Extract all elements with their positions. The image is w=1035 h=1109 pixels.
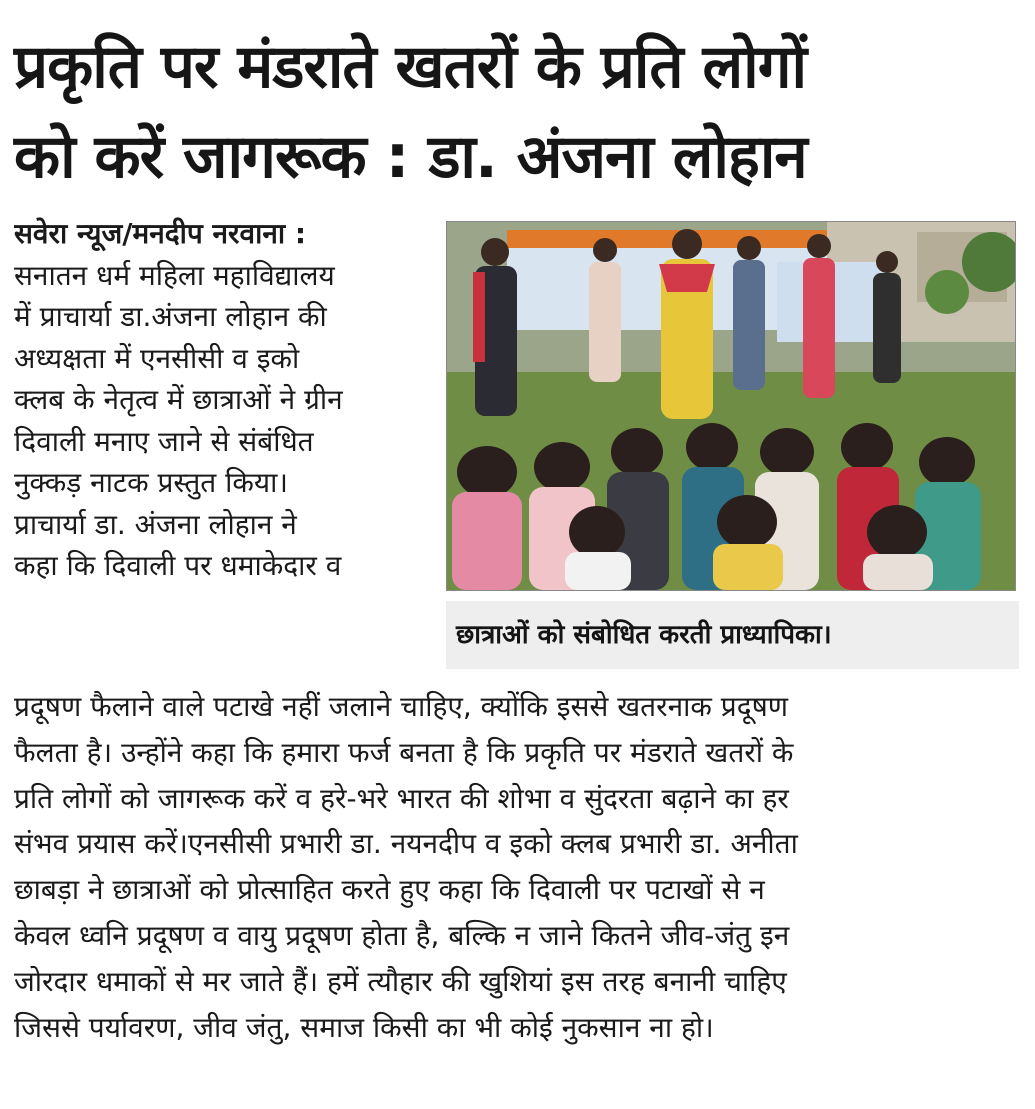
- article-column-text: [14, 213, 416, 587]
- article-line: कहा कि दिवाली पर धमाकेदार व: [14, 549, 342, 582]
- article-line: क्लब के नेतृत्व में छात्राओं ने ग्रीन: [14, 383, 343, 416]
- article-line: संभव प्रयास करें।एनसीसी प्रभारी डा. नयनदीप व इको क्लब प्रभारी डा. अनीता: [14, 827, 798, 861]
- article-line: सनातन धर्म महिला महाविद्यालय: [14, 258, 335, 292]
- article-line: प्रदूषण फैलाने वाले पटाखे नहीं जलाने चाहिए, क्योंकि इससे खतरनाक प्रदूषण: [14, 690, 788, 723]
- article-line: जोरदार धमाकों से मर जाते हैं। हमें त्यौहार की खुशियां इस तरह बनानी चाहिए: [14, 964, 787, 998]
- article-line: फैलता है। उन्होंने कहा कि हमारा फर्ज बनता है कि प्रकृति पर मंडराते खतरों के: [14, 735, 794, 769]
- headline-line-2: को करें जागरूक : डा. अंजना लोहान: [14, 122, 807, 192]
- article-line: जिससे पर्यावरण, जीव जंतु, समाज किसी का भी कोई नुकसान ना हो।: [14, 1010, 714, 1044]
- headline-line-1: प्रकृति पर मंडराते खतरों के प्रति लोगों: [14, 32, 807, 102]
- article-line: प्रति लोगों को जागरूक करें व हरे-भरे भारत की शोभा व सुंदरता बढ़ाने का हर: [14, 781, 789, 815]
- article-line: केवल ध्वनि प्रदूषण व वायु प्रदूषण होता है, बल्कि न जाने कितने जीव-जंतु इन: [14, 918, 790, 952]
- photo-caption: छात्राओं को संबोधित करती प्राध्यापिका।: [446, 601, 1019, 669]
- headline: [14, 22, 1024, 202]
- article-line: दिवाली मनाए जाने से संबंधित: [14, 424, 314, 458]
- dateline: सवेरा न्यूज/मनदीप नरवाना :: [14, 217, 307, 250]
- article-line: छाबड़ा ने छात्राओं को प्रोत्साहित करते हुए कहा कि दिवाली पर पटाखों से न: [14, 873, 765, 907]
- article-line: प्राचार्या डा. अंजना लोहान ने: [14, 507, 297, 541]
- article-line: नुक्कड़ नाटक प्रस्तुत किया।: [14, 466, 288, 499]
- article-line: में प्राचार्या डा.अंजना लोहान की: [14, 300, 327, 333]
- photo-tree: [925, 270, 969, 314]
- news-photo: [446, 221, 1016, 591]
- article-line: अध्यक्षता में एनसीसी व इको: [14, 341, 300, 375]
- article-full-width-text: [14, 684, 1022, 1050]
- photo-illustration: [447, 222, 1015, 590]
- photo-banner-stripe: [507, 230, 827, 248]
